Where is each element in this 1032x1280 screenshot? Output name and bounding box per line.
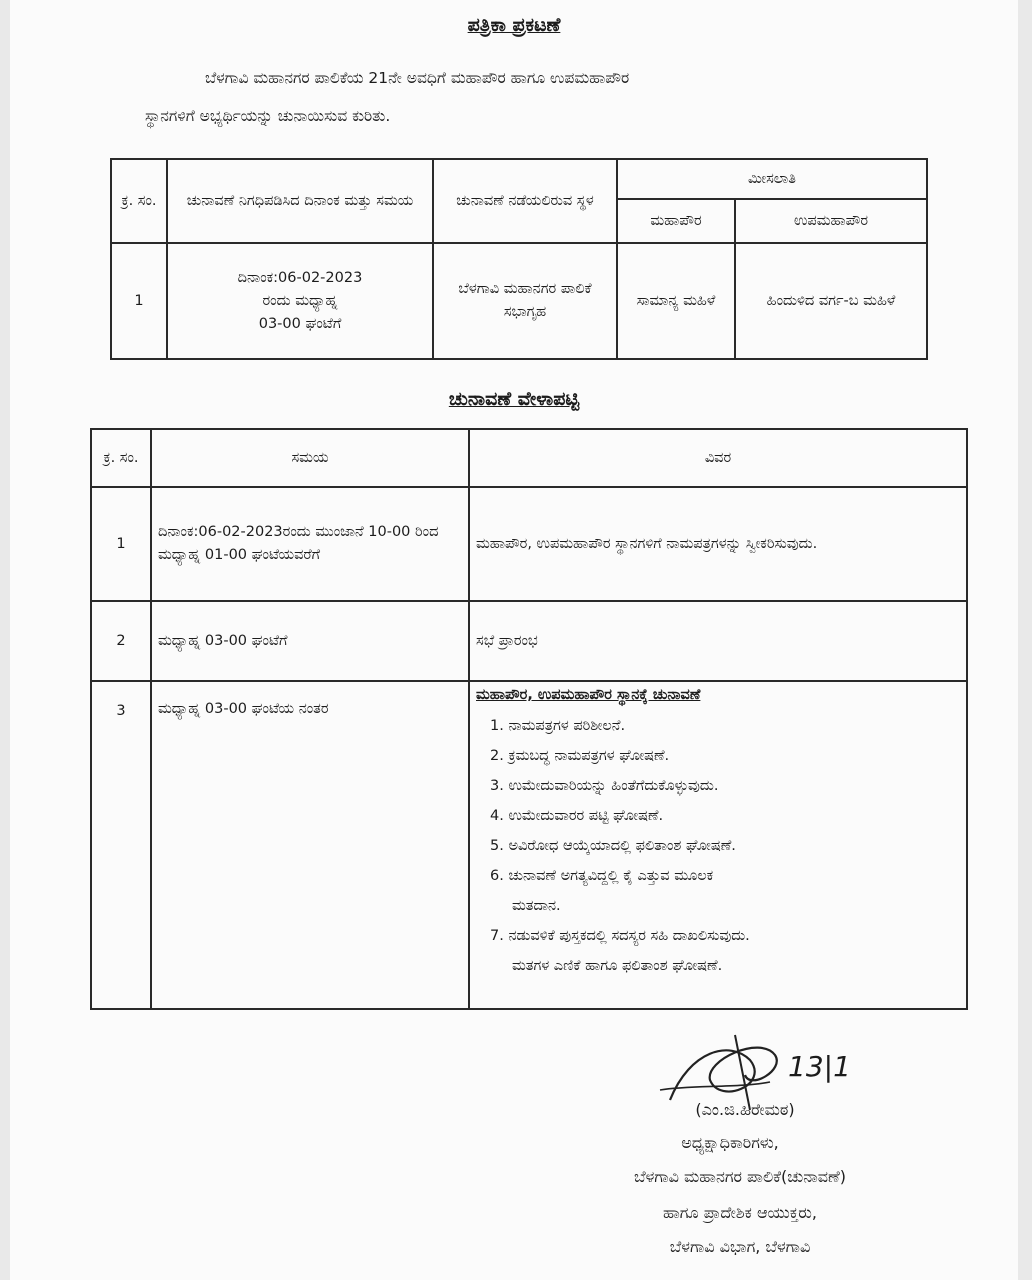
header-sl-no: ಕ್ರ. ಸಂ. [111, 159, 167, 243]
list-item: 2. ಕ್ರಮಬದ್ಧ ನಾಮಪತ್ರಗಳ ಘೋಷಣೆ. [490, 748, 670, 764]
list-item: 7. ನಡುವಳಿಕೆ ಪುಸ್ತಕದಲ್ಲಿ ಸದಸ್ಯರ ಸಹಿ ದಾಖಲಿಸುವುದು. [490, 928, 750, 944]
schedule-row-3-detail [469, 681, 967, 1009]
row-date-line-2: ರಂದು ಮಧ್ಯಾಹ್ನ [262, 292, 338, 309]
document-page [10, 0, 1018, 1280]
schedule-row-1-detail: ಮಹಾಪೌರ, ಉಪಮಹಾಪೌರ ಸ್ಥಾನಗಳಿಗೆ ನಾಮಪತ್ರಗಳನ್ನು ಸ್ವೀಕರಿಸುವುದು. [469, 487, 967, 601]
intro-line-1: ಬೆಳಗಾವಿ ಮಹಾನಗರ ಪಾಲಿಕೆಯ 21ನೇ ಅವಧಿಗೆ ಮಹಾಪೌರ ಹಾಗೂ ಉಪಮಹಾಪೌರ [205, 69, 630, 87]
row-date-line-3: 03-00 ಘಂಟೆಗೆ [258, 315, 342, 332]
signatory-line-2: ಬೆಳಗಾವಿ ಮಹಾನಗರ ಪಾಲಿಕೆ(ಚುನಾವಣೆ) [634, 1167, 846, 1186]
schedule-header-time: ಸಮಯ [151, 429, 469, 487]
schedule-header-detail: ವಿವರ [469, 429, 967, 487]
list-item: 5. ಅವಿರೋಧ ಆಯ್ಕೆಯಾದಲ್ಲಿ ಫಲಿತಾಂಶ ಘೋಷಣೆ. [490, 838, 736, 854]
schedule-header-sl-no: ಕ್ರ. ಸಂ. [91, 429, 151, 487]
procedure-list [490, 711, 960, 981]
header-mayor: ಮಹಾಪೌರ [617, 199, 735, 243]
election-info-table [110, 158, 928, 360]
header-reservation: ಮೀಸಲಾತಿ [617, 159, 927, 199]
schedule-row-1-time: ದಿನಾಂಕ:06-02-2023ರಂದು ಮುಂಜಾನೆ 10-00 ರಿಂದ ಮಧ್ಯಾಹ್ನ 01-00 ಘಂಟೆಯವರೆಗೆ [151, 487, 469, 601]
intro-line-2: ಸ್ಥಾನಗಳಿಗೆ ಅಭ್ಯರ್ಥಿಯನ್ನು ಚುನಾಯಿಸುವ ಕುರಿತು. [145, 107, 391, 125]
schedule-table [90, 428, 968, 1010]
list-item: 6. ಚುನಾವಣೆ ಅಗತ್ಯವಿದ್ದಲ್ಲಿ ಕೈ ಎತ್ತುವ ಮೂಲಕ [490, 868, 714, 884]
schedule-row-2-detail: ಸಭೆ ಪ್ರಾರಂಭ [469, 601, 967, 681]
schedule-row-2-time: ಮಧ್ಯಾಹ್ನ 03-00 ಘಂಟೆಗೆ [151, 601, 469, 681]
table-row [91, 681, 967, 1009]
row-date-line-1: ದಿನಾಂಕ:06-02-2023 [237, 269, 363, 286]
signatory-line-1: ಅಧ್ಯಕ್ಷಾಧಿಕಾರಿಗಳು, [681, 1133, 779, 1152]
header-election-place: ಚುನಾವಣೆ ನಡೆಯಲಿರುವ ಸ್ಥಳ [433, 159, 617, 243]
list-item: 3. ಉಮೇದುವಾರಿಯನ್ನು ಹಿಂತೆಗೆದುಕೊಳ್ಳುವುದು. [490, 778, 719, 794]
signature-date-note: 13|1 [788, 1050, 851, 1083]
list-item: 4. ಉಮೇದುವಾರರ ಪಟ್ಟಿ ಘೋಷಣೆ. [490, 808, 664, 824]
row-deputy-reservation: ಹಿಂದುಳಿದ ವರ್ಗ-ಬ ಮಹಿಳೆ [735, 243, 927, 359]
list-item: ಮತಗಳ ಎಣಿಕೆ ಹಾಗೂ ಫಲಿತಾಂಶ ಘೋಷಣೆ. [512, 958, 723, 974]
schedule-row-3-sl: 3 [91, 681, 151, 1009]
schedule-row-1-sl: 1 [91, 487, 151, 601]
schedule-row-2-sl: 2 [91, 601, 151, 681]
list-item: ಮತದಾನ. [512, 898, 561, 914]
header-election-date: ಚುನಾವಣೆ ನಿಗಧಿಪಡಿಸಿದ ದಿನಾಂಕ ಮತ್ತು ಸಮಯ [167, 159, 433, 243]
signatory-line-3: ಹಾಗೂ ಪ್ರಾದೇಶಿಕ ಆಯುಕ್ತರು, [663, 1203, 817, 1222]
list-item: 1. ನಾಮಪತ್ರಗಳ ಪರಿಶೀಲನೆ. [490, 718, 626, 734]
schedule-row-3-heading: ಮಹಾಪೌರ, ಉಪಮಹಾಪೌರ ಸ್ಥಾನಕ್ಕೆ ಚುನಾವಣೆ [476, 687, 701, 703]
signatory-name: (ಎಂ.ಜಿ.ಹಿರೇಮಠ) [695, 1100, 795, 1119]
table-row [91, 487, 967, 601]
row-sl-no: 1 [111, 243, 167, 359]
signatory-line-4: ಬೆಳಗಾವಿ ವಿಭಾಗ, ಬೆಳಗಾವಿ [669, 1237, 811, 1256]
row-date-cell [167, 243, 433, 359]
press-release-title: ಪತ್ರಿಕಾ ಪ್ರಕಟಣೆ [467, 14, 561, 36]
header-deputy-mayor: ಉಪಮಹಾಪೌರ [735, 199, 927, 243]
table-row [111, 243, 927, 359]
row-place: ಬೆಳಗಾವಿ ಮಹಾನಗರ ಪಾಲಿಕೆ ಸಭಾಗೃಹ [433, 243, 617, 359]
table-row [91, 601, 967, 681]
schedule-title: ಚುನಾವಣೆ ವೇಳಾಪಟ್ಟಿ [448, 388, 580, 410]
row-mayor-reservation: ಸಾಮಾನ್ಯ ಮಹಿಳೆ [617, 243, 735, 359]
schedule-row-3-time: ಮಧ್ಯಾಹ್ನ 03-00 ಘಂಟೆಯ ನಂತರ [151, 681, 469, 1009]
